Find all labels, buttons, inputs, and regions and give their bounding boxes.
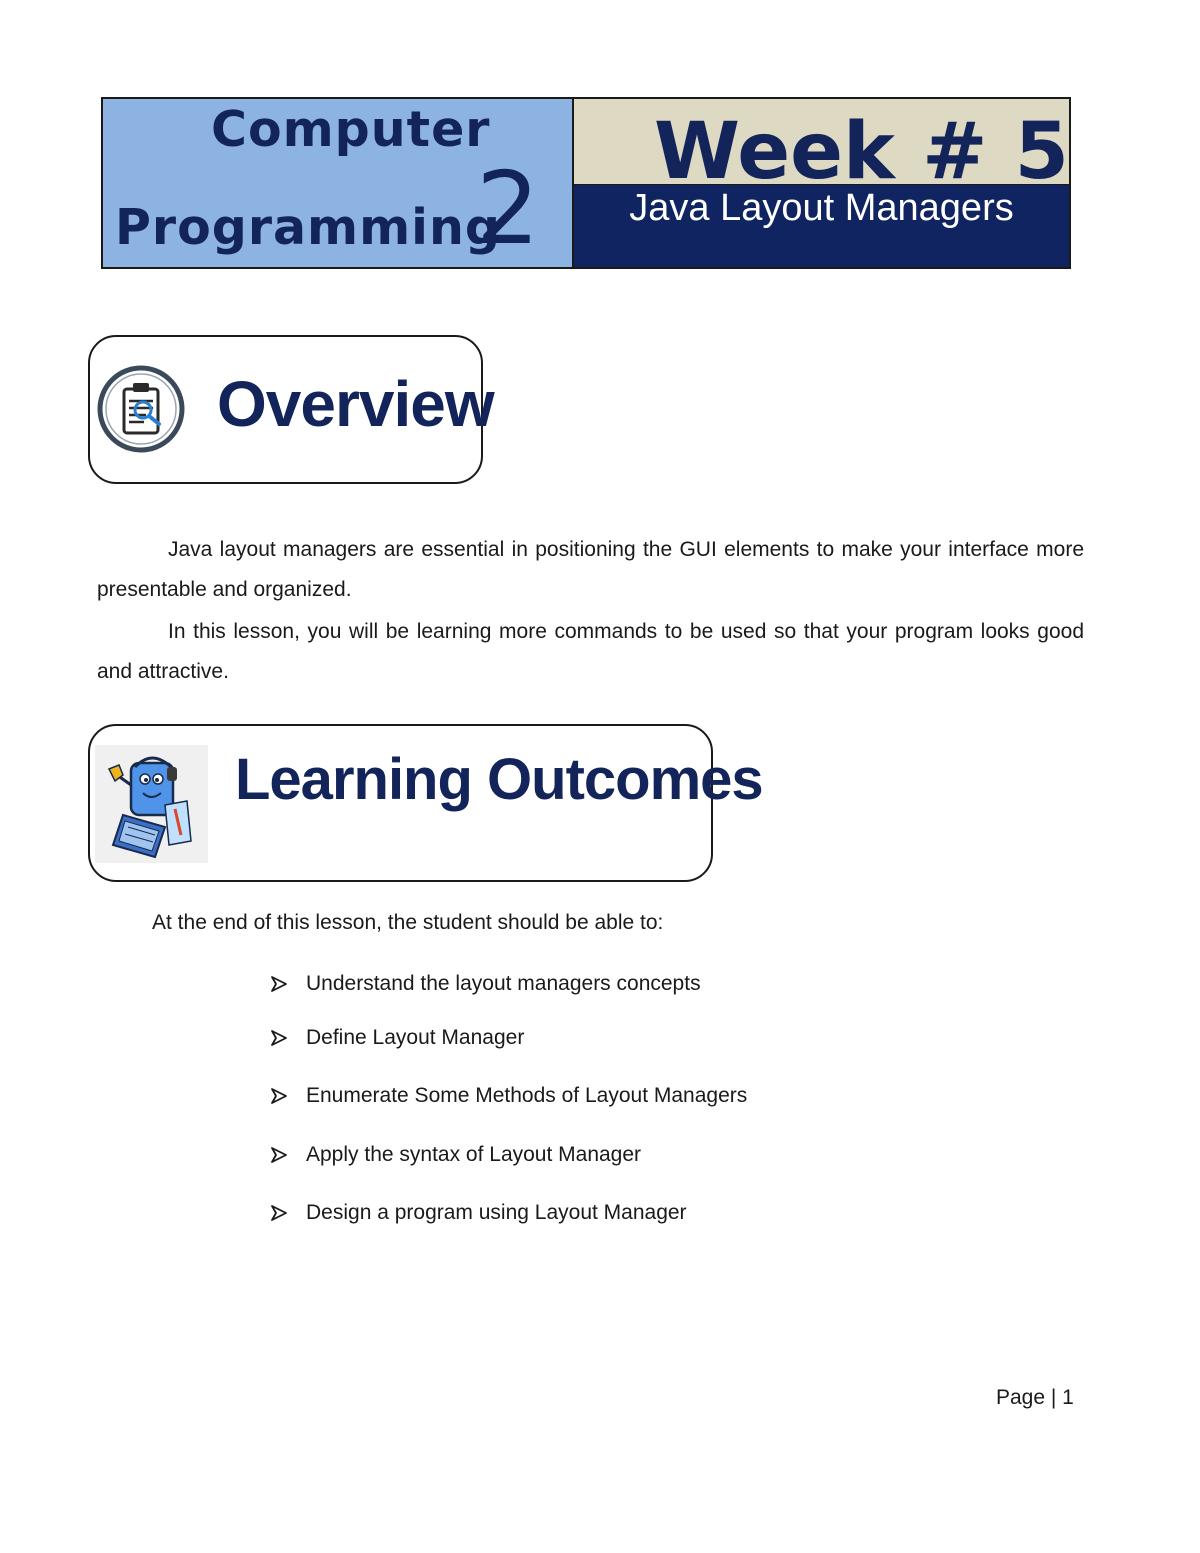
page-number: Page | 1 bbox=[996, 1386, 1074, 1409]
computer-mascot-icon bbox=[95, 745, 208, 863]
topic-title: Java Layout Managers bbox=[629, 187, 1014, 229]
week-title: Week # 5 bbox=[654, 107, 1069, 185]
header-banner bbox=[101, 97, 1071, 269]
list-item: Apply the syntax of Layout Manager bbox=[270, 1143, 641, 1167]
overview-title: Overview bbox=[217, 368, 494, 440]
topic-box bbox=[574, 185, 1069, 267]
clipboard-search-icon bbox=[96, 364, 186, 454]
list-item: Enumerate Some Methods of Layout Managers bbox=[270, 1084, 747, 1108]
outcomes-intro: At the end of this lesson, the student should be able to: bbox=[152, 911, 664, 934]
overview-paragraph-2: In this lesson, you will be learning more commands to be used so that your program looks good and attractive. bbox=[97, 620, 1084, 683]
week-box bbox=[574, 99, 1069, 185]
course-number: 2 bbox=[476, 150, 540, 267]
list-item: Define Layout Manager bbox=[270, 1026, 524, 1050]
list-item: Understand the layout managers concepts bbox=[270, 972, 701, 996]
overview-header bbox=[88, 335, 494, 484]
course-title-line1: Computer bbox=[211, 101, 491, 158]
arrow-bullet-icon bbox=[270, 1087, 306, 1105]
course-title-panel bbox=[103, 99, 574, 267]
learning-outcomes-header bbox=[88, 724, 763, 882]
overview-paragraph-1: Java layout managers are essential in positioning the GUI elements to make your interface more presentable and organized. bbox=[97, 538, 1084, 601]
arrow-bullet-icon bbox=[270, 1029, 306, 1047]
arrow-bullet-icon bbox=[270, 975, 306, 993]
arrow-bullet-icon bbox=[270, 1204, 306, 1222]
learning-outcomes-title: Learning Outcomes bbox=[235, 747, 763, 812]
course-title-line2: Programming bbox=[115, 199, 501, 256]
list-item: Design a program using Layout Manager bbox=[270, 1201, 687, 1225]
arrow-bullet-icon bbox=[270, 1146, 306, 1164]
week-panel bbox=[574, 99, 1069, 267]
